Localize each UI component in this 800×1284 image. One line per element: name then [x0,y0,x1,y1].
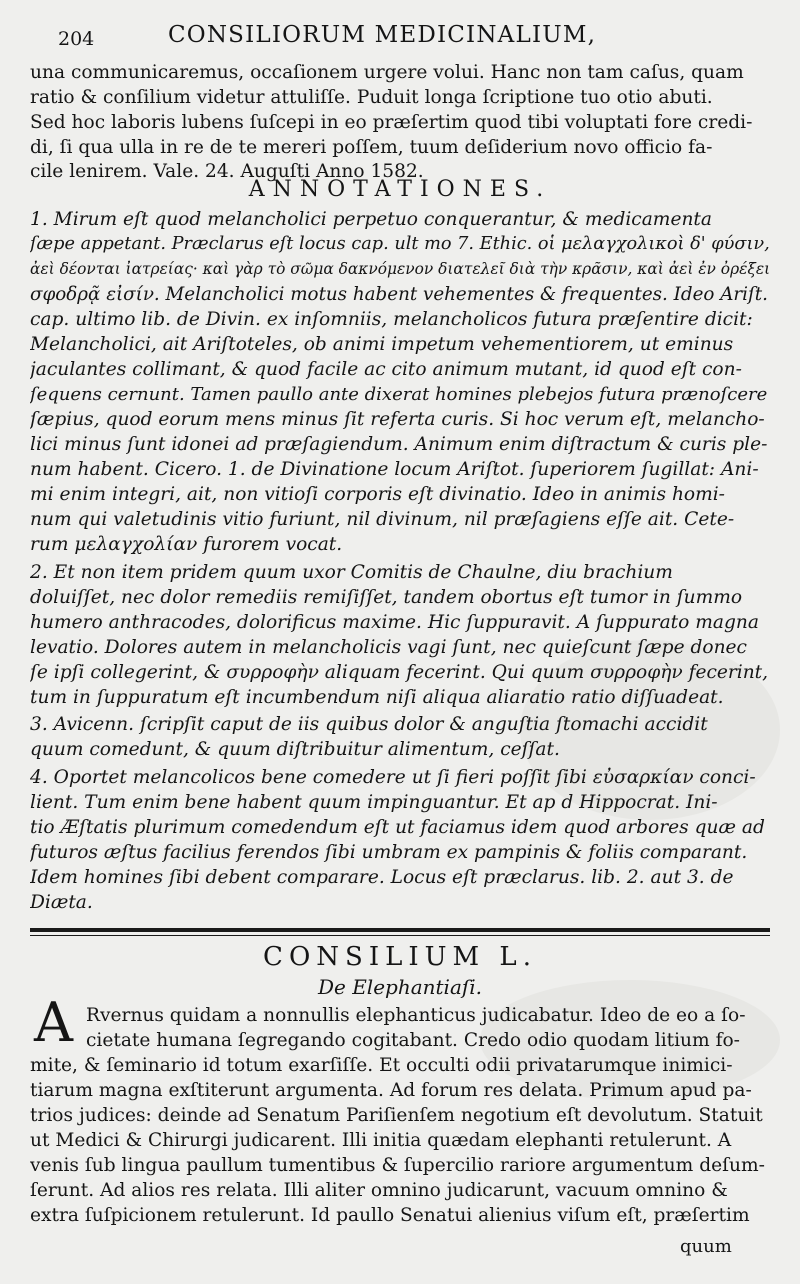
section-rule [30,928,770,932]
annotation-line: tio Æſtatis plurimum comedendum eſt ut faciamus idem quod arbores quæ ad [30,817,765,838]
section-rule [30,935,770,936]
body-line: venis ſub lingua paullum tumentibus & ſupercilio rariore argumentum deſum- [30,1155,765,1176]
page-number: 204 [58,28,95,50]
annotation-line: lici minus ſunt idonei ad præſagiendum. Animum enim diſtractum & curis ple- [30,434,768,455]
annotation-line: ſe ipſi collegerint, & συρροφὴν aliquam fecerint. Qui quum συρροφὴν fecerint, [30,662,769,683]
annotation-greek-line: ἀεὶ δέονται ἰατρείας· καὶ γὰρ τὸ σῶμα δακνόμενον διατελεῖ διὰ τὴν κρᾶσιν, καὶ ἀεὶ ἐν ὀρέξει [30,260,770,278]
text-line: di, ſi qua ulla in re de te mereri poſſem, tuum deſiderium novo officio fa- [30,137,713,158]
annotation-line: mi enim integri, ait, non vitioſi corporis eſt divinatio. Ideo in animis homi- [30,484,725,505]
body-line: cietate humana ſegregando cogitabant. Credo odio quodam litium fo- [86,1030,740,1051]
annotation-line: σφοδρᾷ εἰσίν. Melancholici motus habent vehementes & frequentes. Ideo Ariſt. [30,284,768,305]
annotation-line: humero anthracodes, dolorificus maxime. Hic ſuppuravit. A ſuppurato magna [30,612,759,633]
annotation-line: doluiſſet, nec dolor remediis remiſiſſet, tandem obortus eſt tumor in ſummo [30,587,743,608]
body-line: Rvernus quidam a nonnullis elephanticus judicabatur. Ideo de eo a ſo- [86,1005,746,1026]
annotationes-heading: ANNOTATIONES. [248,177,552,202]
annotation-line: ſæpe appetant. Præclarus eſt locus cap. ult mo 7. Ethic. οἱ μελαγχολικοὶ δ' φύσιν, [30,234,770,254]
annotation-line: futuros æſtus facilius ferendos ſibi umbram ex pampinis & foliis comparant. [30,842,748,863]
annotation-line: 2. Et non item pridem quum uxor Comitis de Chaulne, diu brachium [30,562,673,583]
annotation-line: tum in ſuppuratum eſt incumbendum niſi aliqua aliaratio ratio diſſuadeat. [30,687,724,708]
annotation-line: num habent. Cicero. 1. de Divinatione locum Ariſtot. ſuperiorem ſugillat: Ani- [30,459,759,480]
annotation-line: cap. ultimo lib. de Divin. ex inſomniis, melancholicos futura præſentire dicit: [30,309,753,330]
text-line: Sed hoc laboris lubens ſuſcepi in eo præſertim quod tibi voluptati fore credi- [30,112,753,133]
body-line: ſerunt. Ad alios res relata. Illi aliter omnino judicarunt, vacuum omnino & [30,1180,728,1201]
annotation-line: Idem homines ſibi debent comparare. Locus eſt præclarus. lib. 2. aut 3. de [30,867,734,888]
consilium-subtitle: De Elephantiaſi. [317,975,483,999]
running-title: CONSILIORUM MEDICINALIUM, [168,22,597,48]
annotation-line: Diæta. [30,892,93,913]
annotation-line: jaculantes collimant, & quod facile ac cito animum mutant, id quod eſt con- [30,359,742,380]
body-line: extra ſuſpicionem retulerunt. Id paullo Senatui alienius viſum eſt, præſertim [30,1205,750,1226]
annotation-line: rum μελαγχολίαν furorem vocat. [30,534,343,555]
annotation-line: quum comedunt, & quum diſtribuitur alimentum, ceſſat. [30,739,560,760]
catchword: quum [680,1236,732,1257]
annotation-line: num qui valetudinis vitio furiunt, nil divinum, nil præſagiens eſſe ait. Cete- [30,509,735,530]
body-line: mite, & ſeminario id totum exarſiſſe. Et occulti odii privatarumque inimici- [30,1055,733,1076]
body-line: ut Medici & Chirurgi judicarent. Illi initia quædam elephanti retulerunt. A [30,1130,732,1151]
annotation-line: 3. Avicenn. ſcripſit caput de iis quibus dolor & anguſtia ſtomachi accidit [30,714,708,735]
annotation-line: lient. Tum enim bene habent quum impinguantur. Et ap d Hippocrat. Ini- [30,792,718,813]
annotation-line: Melancholici, ait Ariſtoteles, ob animi impetum vehementiorem, ut eminus [30,334,734,355]
annotation-line: 4. Oportet melancolicos bene comedere ut ſi fieri poſſit ſibi εὐσαρκίαν conci- [30,767,756,788]
text-line: cile lenirem. Vale. 24. Auguſti Anno 1582. [30,161,424,182]
text-line: ratio & conſilium videtur attuliſſe. Puduit longa ſcriptione tuo otio abuti. [30,87,713,108]
body-line: trios judices: deinde ad Senatum Pariſienſem negotium eſt devolutum. Statuit [30,1105,763,1126]
consilium-heading: CONSILIUM L. [263,942,537,972]
annotation-line: ſæpius, quod eorum mens minus ſit referta curis. Si hoc verum eſt, melancho- [30,409,765,430]
drop-cap: A [34,991,73,1054]
page-header [58,18,768,52]
annotation-line: ſequens cernunt. Tamen paullo ante dixerat homines plebejos futura prænoſcere [30,384,768,405]
annotation-line: levatio. Dolores autem in melancholicis vagi ſunt, nec quieſcunt ſæpe donec [30,637,747,658]
annotation-line: 1. Mirum eſt quod melancholici perpetuo conquerantur, & medicamenta [30,209,712,230]
body-line: tiarum magna exſtiterunt argumenta. Ad forum res delata. Primum apud pa- [30,1080,752,1101]
text-line: una communicaremus, occaſionem urgere volui. Hanc non tam caſus, quam [30,62,744,83]
